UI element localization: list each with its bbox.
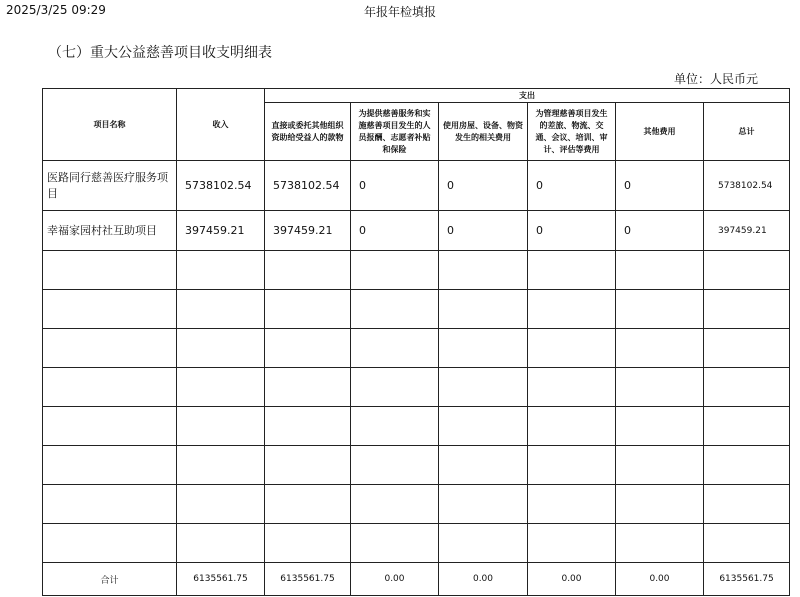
col-header-management: 为管理慈善项目发生的差旅、物流、交通、会议、培训、审计、评估等费用 bbox=[528, 103, 616, 161]
page-header-title: 年报年检填报 bbox=[363, 5, 436, 19]
col-header-personnel: 为提供慈善服务和实施慈善项目发生的人员报酬、志愿者补贴和保险 bbox=[351, 103, 439, 161]
col-header-facilities: 使用房屋、设备、物资发生的相关费用 bbox=[439, 103, 528, 161]
management-value: 0 bbox=[528, 161, 616, 211]
direct-aid-value: 5738102.54 bbox=[265, 161, 351, 211]
col-header-other: 其他费用 bbox=[616, 103, 704, 161]
direct-aid-total: 6135561.75 bbox=[265, 563, 351, 596]
table-row bbox=[43, 161, 790, 211]
management-value: 0 bbox=[528, 211, 616, 251]
col-header-direct-aid: 直接或委托其他组织资助给受益人的款物 bbox=[265, 103, 351, 161]
col-header-total: 总计 bbox=[704, 103, 790, 161]
empty-row bbox=[43, 368, 790, 407]
facilities-value: 0 bbox=[439, 161, 528, 211]
empty-row bbox=[43, 251, 790, 290]
personnel-value: 0 bbox=[351, 211, 439, 251]
expense-detail-table bbox=[42, 88, 790, 596]
income-total: 6135561.75 bbox=[177, 563, 265, 596]
col-header-expense: 支出 bbox=[265, 89, 790, 103]
total-value: 397459.21 bbox=[704, 211, 790, 251]
empty-row bbox=[43, 446, 790, 485]
facilities-total: 0.00 bbox=[439, 563, 528, 596]
col-header-name: 项目名称 bbox=[43, 89, 177, 161]
facilities-value: 0 bbox=[439, 211, 528, 251]
project-name: 医路同行慈善医疗服务项目 bbox=[43, 161, 177, 211]
table-row bbox=[43, 211, 790, 251]
management-total: 0.00 bbox=[528, 563, 616, 596]
empty-row bbox=[43, 407, 790, 446]
page-title: （七）重大公益慈善项目收支明细表 bbox=[48, 45, 272, 61]
totals-row bbox=[43, 563, 790, 596]
unit-label: 单位：人民币元 bbox=[673, 72, 758, 86]
other-value: 0 bbox=[616, 211, 704, 251]
empty-row bbox=[43, 329, 790, 368]
empty-row bbox=[43, 485, 790, 524]
header-row-top bbox=[43, 89, 790, 103]
income-value: 5738102.54 bbox=[177, 161, 265, 211]
other-total: 0.00 bbox=[616, 563, 704, 596]
col-header-income: 收入 bbox=[177, 89, 265, 161]
project-name: 幸福家园村社互助项目 bbox=[43, 211, 177, 251]
totals-label: 合计 bbox=[43, 563, 177, 596]
other-value: 0 bbox=[616, 161, 704, 211]
empty-row bbox=[43, 524, 790, 563]
personnel-value: 0 bbox=[351, 161, 439, 211]
personnel-total: 0.00 bbox=[351, 563, 439, 596]
grand-total: 6135561.75 bbox=[704, 563, 790, 596]
direct-aid-value: 397459.21 bbox=[265, 211, 351, 251]
total-value: 5738102.54 bbox=[704, 161, 790, 211]
income-value: 397459.21 bbox=[177, 211, 265, 251]
empty-row bbox=[43, 290, 790, 329]
timestamp: 2025/3/25 09:29 bbox=[6, 3, 106, 17]
